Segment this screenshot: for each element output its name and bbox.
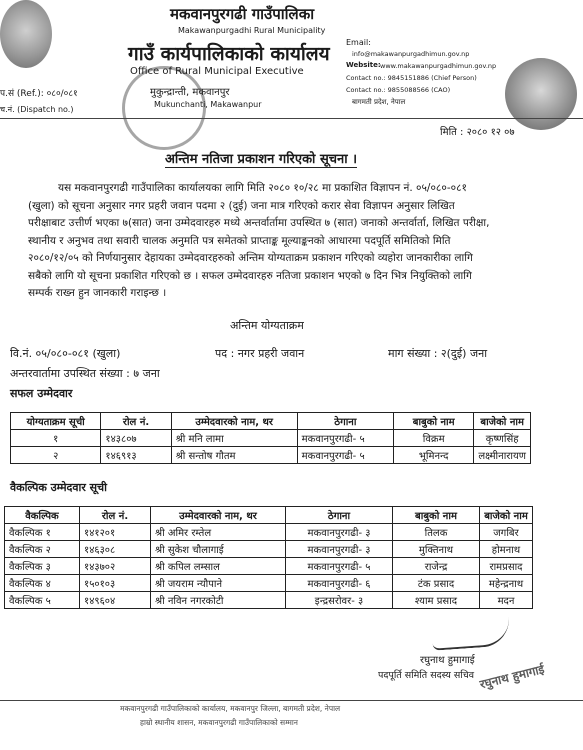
website-label: Website: xyxy=(346,61,381,69)
reference-number: प.सं (Ref.): ०८०/०८१ xyxy=(0,89,78,99)
cell: वैकल्पिक ५ xyxy=(5,592,80,609)
signatory-stamp: रघुनाथ हुमागाई xyxy=(478,662,546,692)
column-header: ठेगाना xyxy=(297,413,393,430)
cell: कृष्णसिंह xyxy=(474,430,531,447)
cell: श्री मनि लामा xyxy=(171,430,297,447)
cell: मकवानपुरगढी- ५ xyxy=(286,558,393,575)
body-line: यस मकवानपुरगढी गाउँपालिका कार्यालयका लागि मिति २०८० १०/२८ मा प्रकाशित विज्ञापन नं. ०५/०८०-०८१ xyxy=(58,182,468,194)
cell: रामप्रसाद xyxy=(480,558,533,575)
advertisement-number: वि.नं. ०५/०८०-०८१ (खुला) xyxy=(10,347,121,360)
office-address-np: मुकुन्द्रान्ती, मकवानपुर xyxy=(150,87,230,98)
column-header: रोल नं. xyxy=(101,413,171,430)
table-row xyxy=(5,592,533,609)
column-header: बाबुको नाम xyxy=(394,413,474,430)
body-line: स्थानीय र अनुभव तथा सवारी चालक अनुमति पत्र समेतको प्राप्ताङ्क मूल्याङ्कनको आधारमा पदपूर्ति समितिको मिति xyxy=(28,234,451,247)
footer-divider xyxy=(0,700,583,701)
body-line: २०८०/१२/०५ को निर्णयानुसार देहायका उम्मेदवारहरुको अन्तिम योग्यताक्रम प्रकाशन गरिएको व्यहोरा जानकारीका लागि xyxy=(28,252,473,264)
signatory-name: रघुनाथ हुमागाई xyxy=(420,655,475,666)
cell: १४१२०१ xyxy=(80,524,151,541)
body-line: सबैको लागि यो सूचना प्रकाशित गरिएको छ । सफल उम्मेदवारहरु नतिजा प्रकाशन भएको ७ दिन भित्र नियुक्तिको लागि xyxy=(28,269,472,282)
success-heading: सफल उम्मेदवार xyxy=(10,387,73,400)
cell: १४९६०४ xyxy=(80,592,151,609)
cell: १ xyxy=(11,430,101,447)
notice-title: अन्तिम नतिजा प्रकाशन गरिएको सूचना । xyxy=(165,149,357,168)
cell: श्री नविन नगरकोटी xyxy=(151,592,286,609)
table-row xyxy=(5,575,533,592)
present-count: अन्तरवार्तामा उपस्थित संख्या : ७ जना xyxy=(10,367,160,380)
municipality-title-np: मकवानपुरगढी गाउँपालिका xyxy=(170,5,315,23)
column-header: ठेगाना xyxy=(286,507,393,524)
notice-body xyxy=(28,180,558,303)
cell: होमनाथ xyxy=(480,541,533,558)
cell: मकवानपुरगढी- ६ xyxy=(286,575,393,592)
website-value: www.makawanpurgadhimun.gov.np xyxy=(380,62,497,70)
cell: श्री अमिर रम्तेल xyxy=(151,524,286,541)
email-label: Email: xyxy=(346,38,371,47)
body-line: सम्पर्क राख्न हुन जानकारी गराइन्छ । xyxy=(28,287,167,299)
signatory-role: पदपूर्ति समिति सदस्य सचिव xyxy=(378,670,475,681)
cell: मकवानपुरगढी- ५ xyxy=(297,430,393,447)
municipality-logo xyxy=(505,58,577,130)
cell: वैकल्पिक २ xyxy=(5,541,80,558)
table-header-row xyxy=(5,507,533,524)
footer-line-1: मकवानपुरगढी गाउँपालिकाको कार्यालय, मकवानपुर जिल्ला, बागमती प्रदेश, नेपाल xyxy=(120,704,341,713)
body-line: परीक्षाबाट उत्तीर्ण भएका ७(सात) जना उम्मेदवारहरु मध्ये अन्तर्वार्तामा उपस्थित ७ (सात) जनाको अन्तर्वार्ता, लिखित परीक्षा, xyxy=(28,217,490,229)
table-header-row xyxy=(11,413,531,430)
header-divider xyxy=(0,118,583,119)
notice-date: मिति : २०८० १२ ०७ xyxy=(440,127,515,138)
dispatch-number: च.नं. (Dispatch no.) xyxy=(0,105,74,114)
cell: मकवानपुरगढी- ३ xyxy=(286,541,393,558)
cell: तिलक xyxy=(393,524,480,541)
column-header: योग्यताक्रम सूची xyxy=(11,413,101,430)
cell: मकवानपुरगढी- ५ xyxy=(297,447,393,464)
cell: १५०१०३ xyxy=(80,575,151,592)
municipality-title-en: Makawanpurgadhi Rural Municipality xyxy=(178,26,326,35)
cell: १४३७०२ xyxy=(80,558,151,575)
column-header: बाजेको नाम xyxy=(474,413,531,430)
province-np: बागमती प्रदेश, नेपाल xyxy=(352,98,406,106)
cell: १४६३०८ xyxy=(80,541,151,558)
success-table xyxy=(10,412,531,464)
body-line: (खुला) को सूचना अनुसार नगर प्रहरी जवान पदमा २ (दुई) जना मात्र गरिएको करार सेवा विज्ञापन अनुसार लिखित xyxy=(28,199,455,212)
cell: इन्द्रसरोवर- ३ xyxy=(286,592,393,609)
handwritten-signature xyxy=(431,617,511,650)
cell: श्री कपिल लम्साल xyxy=(151,558,286,575)
column-header: रोल नं. xyxy=(80,507,151,524)
column-header: उम्मेदवारको नाम, थर xyxy=(151,507,286,524)
table-row xyxy=(5,558,533,575)
demand-count: माग संख्या : २(दुई) जना xyxy=(388,347,488,360)
cell: वैकल्पिक ३ xyxy=(5,558,80,575)
email-value: info@makawanpurgadhimun.gov.np xyxy=(352,50,470,58)
cell: वैकल्पिक १ xyxy=(5,524,80,541)
cell: लक्ष्मीनारायण xyxy=(474,447,531,464)
office-title-en: Office of Rural Municipal Executive xyxy=(130,66,304,77)
alternate-table xyxy=(4,506,533,609)
alternate-heading: वैकल्पिक उम्मेदवार सूची xyxy=(10,481,107,494)
column-header: उम्मेदवारको नाम, थर xyxy=(171,413,297,430)
cell: विक्रम xyxy=(394,430,474,447)
column-header: वैकल्पिक xyxy=(5,507,80,524)
cell: श्री जयराम न्यौपाने xyxy=(151,575,286,592)
cell: २ xyxy=(11,447,101,464)
table-row xyxy=(5,524,533,541)
emblem-logo xyxy=(0,0,52,68)
cell: वैकल्पिक ४ xyxy=(5,575,80,592)
contact-1: Contact no.: 9845151886 (Chief Person) xyxy=(346,74,477,82)
cell: मकवानपुरगढी- ३ xyxy=(286,524,393,541)
cell: जगबिर xyxy=(480,524,533,541)
table-row xyxy=(11,447,531,464)
column-header: बाबुको नाम xyxy=(393,507,480,524)
footer-line-2: हाम्रो स्थानीय शासन, मकवानपुरगढी गाउँपालिकाको सम्मान xyxy=(140,718,298,727)
cell: १४३८०७ xyxy=(101,430,171,447)
contact-2: Contact no.: 9855088566 (CAO) xyxy=(346,86,451,94)
cell: भूमिनन्द xyxy=(394,447,474,464)
cell: मदन xyxy=(480,592,533,609)
table-row xyxy=(5,541,533,558)
office-address-en: Mukunchanti, Makawanpur xyxy=(154,100,262,109)
cell: श्याम प्रसाद xyxy=(393,592,480,609)
cell: राजेन्द्र xyxy=(393,558,480,575)
cell: श्री सन्तोष गौतम xyxy=(171,447,297,464)
office-title-np: गाउँ कार्यपालिकाको कार्यालय xyxy=(128,43,330,65)
cell: १४६९१३ xyxy=(101,447,171,464)
column-header: बाजेको नाम xyxy=(480,507,533,524)
cell: टंक प्रसाद xyxy=(393,575,480,592)
cell: श्री सुकेश चौलागाई xyxy=(151,541,286,558)
post-name: पद : नगर प्रहरी जवान xyxy=(215,347,305,360)
table-row xyxy=(11,430,531,447)
merit-heading: अन्तिम योग्यताक्रम xyxy=(230,319,304,332)
cell: मुक्तिनाथ xyxy=(393,541,480,558)
cell: महेन्द्रनाथ xyxy=(480,575,533,592)
